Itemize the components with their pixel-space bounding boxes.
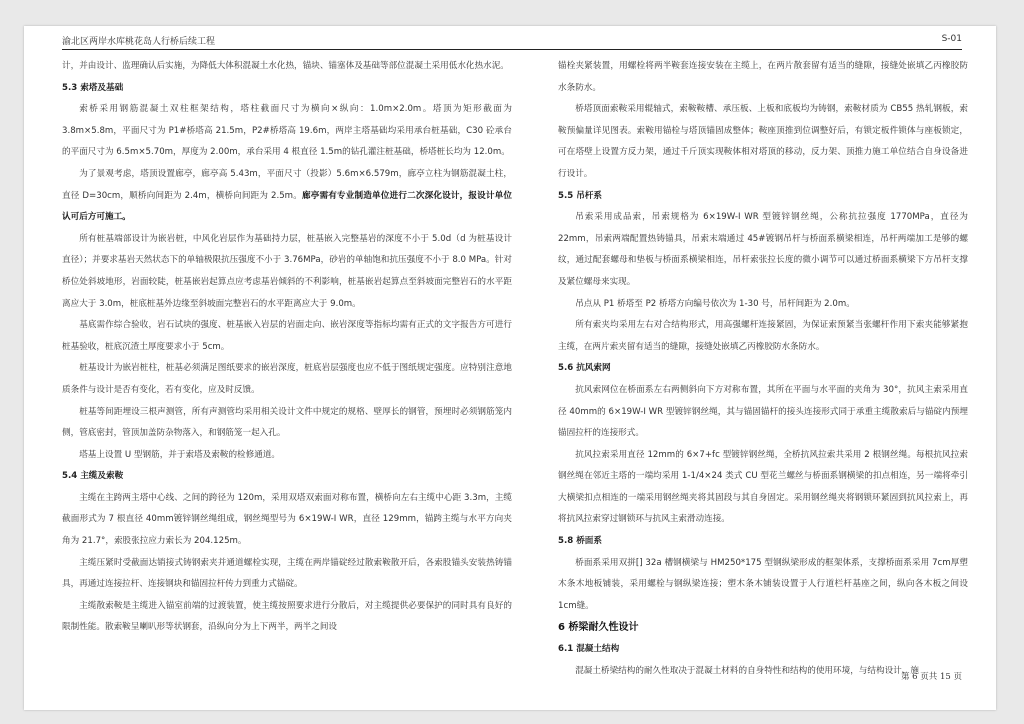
paragraph: 抗风拉索采用直径 12mm的 6×7+fc 型镀锌钢丝绳，全桥抗风拉索共采用 2 根钢丝绳。每根抗风拉索钢丝绳在邻近主塔的一端均采用 1-1/4×24 类式 CU 型花兰螺丝与桥面系钢横梁的扣点相连，另一端将牵引大横梁扣点相连的一端采用钢丝绳夹将其固段与其自身固定。采用钢丝绳夹将钢锁环紧固到抗风拉索上，再将抗风拉索穿过钢锁环与抗风主索滑动连接。 [558,449,968,525]
paragraph: 主缆散索鞍是主缆进入锚室前端的过渡装置，使主缆按照要求进行分散后，对主缆提供必要保护的同时具有良好的限制性能。散索鞍呈喇叭形等状钢套，沿纵向分为上下两半，两半之间设 [62,600,512,633]
section-heading-5-3: 5.3 索塔及基础 [62,82,124,93]
paragraph: 桥塔顶面索鞍采用辊轴式，索鞍鞍槽、承压板、上板和底板均为铸钢，索鞍材质为 CB55 热轧钢板，索鞍预偏量详见图表。索鞍用锚栓与塔顶锚固成整体；鞍座顶推到位调整好后，有锁定板件锁体与座板锁定，可在塔壁上设置方反力架，通过千斤顶实现鞍体相对塔顶的移动，反力架、顶推力施工单位结合自身设备进行设计。 [558,104,968,179]
emphasis-text: 廊亭需有专业制造单位进行二次深化设计，报设计单位认可后方可施工。 [62,190,512,223]
paragraph: 所有索夹均采用左右对合结构形式，用高强螺杆连接紧固，为保证索预紧当张螺杆作用下索夹能够紧抱主缆，在两片索夹留有适当的缝隙，接缝处嵌填乙丙橡胶防水条防水。 [558,320,968,352]
document-code: S-01 [941,34,962,44]
header-rule [62,49,962,50]
left-column [62,56,512,639]
page-number: 第 6 页共 15 页 [900,672,962,682]
section-heading-5-6: 5.6 抗风索网 [558,363,611,374]
paragraph: 抗风索网位在桥面系左右两侧斜向下方对称布置，其所在平面与水平面的夹角为 30°，抗风主索采用直径 40mm的 6×19W-I WR 型镀锌钢丝绳，其与锚固锚杆的接头连接形式同于承重主缆散索后与锚碇内预埋锚固拉杆的连接形式。 [558,384,968,439]
page-header [62,34,962,48]
paragraph: 塔基上设置 U 型钢筋，并于索塔及索鞍的检修通道。 [79,449,281,460]
document-title: 渝北区两岸水库桃花岛人行桥后续工程 [62,37,216,47]
paragraph: 锚栓夹紧装置，用螺栓将两半鞍套连接安装在主缆上，在两片散套留有适当的缝隙，接缝处嵌填乙丙橡胶防水条防水。 [558,61,968,93]
section-heading-6-1: 6.1 混凝土结构 [558,644,620,655]
paragraph [62,164,512,229]
paragraph: 所有桩基端部设计为嵌岩桩，中风化岩层作为基础持力层，桩基嵌入完整基岩的深度不小于 5.0d（d 为桩基设计直径）；并要求基岩天然状态下的单轴极限抗压强度不小于 3.76MPa，砂岩的单轴饱和抗压强度不小于 8.0 MPa。针对桥位处斜坡地形，岩面较陡，桩基嵌岩起算点应考虑基岩倾斜的不利影响，桩基嵌岩起算点至斜坡面完整岩石的水平距离应大于 3.0m，桩底桩基外边缘至斜坡面完整岩石的水平距离应大于 9.0m。 [62,233,512,309]
chapter-heading-6: 6 桥梁耐久性设计 [558,622,639,634]
paragraph: 桩基等间距埋设三根声测管，所有声测管均采用相关设计文件中规定的规格、壁厚长的钢管，预埋时必须钢筋笼内侧，管底密封，管顶加盖防杂物落入，和钢筋笼一起入孔。 [62,406,512,439]
paragraph: 索桥采用钢筋混凝土双柱框架结构，塔柱截面尺寸为横向×纵向：1.0m×2.0m。塔顶为矩形截面为 3.8m×5.8m，平面尺寸为 P1#桥塔高 21.5m，P2#桥塔高 19.6m，两岸主塔基础均采用承台桩基础，C30 砼承台的平面尺寸为 6.5m×5.70m，厚度为 2.00m，承台采用 4 根直径 1.5m的钻孔灌注桩基础，桥塔桩长均为 12.0m。 [62,104,512,158]
right-column [558,56,968,682]
paragraph: 主缆压紧时受截面达销接式铸钢索夹并通道螺栓实现，主缆在两岸锚碇经过散索鞍散开后，各索股锚头安装热铸锚具，再通过连接拉杆、连接钢块和锚固拉杆传力到重力式锚碇。 [62,557,512,590]
section-heading-5-5: 5.5 吊杆系 [558,190,602,201]
paragraph: 混凝土桥梁结构的耐久性取决于混凝土材料的自身特性和结构的使用环境，与结构设计、施 [575,665,919,676]
paragraph: 主缆在主跨两主塔中心线、之间的跨径为 120m，采用双塔双索面对称布置，横桥向左右主缆中心距 3.3m，主缆截面形式为 7 根直径 40mm镀锌钢丝绳组成，钢丝绳型号为 6×19W-I WR，直径 129mm，锚跨主缆与水平方向夹角为 21.7°，索股张拉应力索长为 204.125m。 [62,492,512,547]
paragraph: 计，并由设计、监理确认后实施，为降低大体积混凝土水化热，锚块、锚塞体及基础等部位混凝土采用低水化热水泥。 [62,61,509,71]
section-heading-5-8: 5.8 桥面系 [558,536,602,547]
paragraph: 基底需作综合验收，岩石试块的强度、桩基嵌入岩层的岩面走向、嵌岩深度等指标均需有正式的文字报告方可进行桩基验收，桩底沉渣土厚度要求小于 5cm。 [62,320,512,352]
paragraph: 吊点从 P1 桥塔至 P2 桥塔方向编号依次为 1-30 号，吊杆间距为 2.0m。 [575,298,855,309]
paragraph: 桩基设计为嵌岩桩柱，桩基必须满足图纸要求的嵌岩深度，桩底岩层强度也应不低于图纸规定强度。应特别注意地质条件与设计是否有变化，若有变化，应及时反馈。 [62,363,512,395]
paragraph: 吊索采用成品索，吊索规格为 6×19W-I WR 型镀锌钢丝绳，公称抗拉强度 1770MPa，直径为 22mm，吊索两端配置热铸锚具，吊索末端通过 45#镀钢吊杆与桥面系横梁相连，吊杆两端加工是够的螺纹，通过配套螺母和垫板与桥面系横梁相连，吊杆索张拉长度的微小调节可以通过桥面系横梁下方吊杆支撑及紧位螺母来实现。 [558,212,968,287]
paragraph-text: 为了景观考虑，塔顶设置廊亭，廊亭高 5.43m，平面尺寸（投影）5.6m×6.579m，廊亭立柱为钢筋混凝土柱，直径 D=30cm，顺桥向间距为 2.4m，横桥向间距为 2.5m。 [62,168,512,201]
section-heading-5-4: 5.4 主缆及索鞍 [62,471,124,482]
paragraph: 桥面系采用双拼[] 32a 槽钢横梁与 HM250*175 型钢纵梁形成的框架体系，支撑桥面系采用 7cm厚塑木条木地板铺装，采用螺栓与钢纵梁连接；塑木条木铺装设置于人行道栏杆基座之间，纵向各木板之间设 1cm缝。 [558,557,968,611]
